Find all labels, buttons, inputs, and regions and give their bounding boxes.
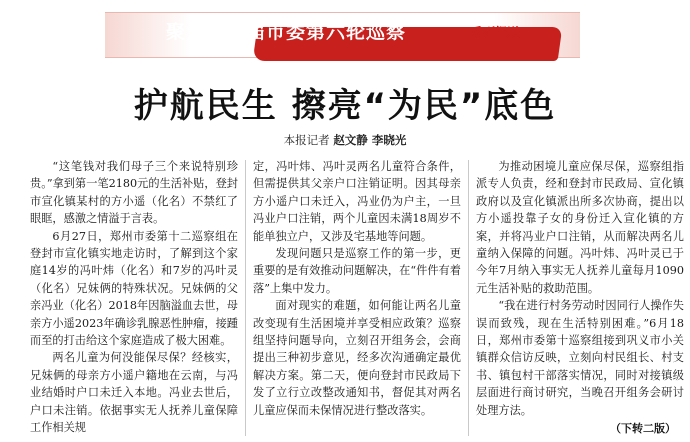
- continued-note: （下转二版）: [606, 420, 676, 436]
- paragraph: 两名儿童为何没能保尽保？经核实，兄妹俩的母亲方小遥户籍地在云南，与冯业结婚时户口未迁入本地。冯业去世后，户口未注销。依据事实无人抚养儿童保障工作相关规: [30, 351, 238, 435]
- column-divider: [245, 160, 246, 436]
- banner-title: 聚焦十二届市委第六轮巡察: [166, 21, 407, 43]
- paragraph: “我在进行村务劳动时因同行人操作失误而致残，现在生活特别困难。”6月18日，郑州市委第十巡察组接到巩义市小关镇群众信访反映，立刻向村民组长、村支书、镇包村干部落实情况，同时对接镇级层面进行商讨研究，当晚召开组务会研讨处理方法。: [476, 299, 684, 417]
- article-headline: 护航民生 擦亮“为民”底色: [133, 86, 557, 126]
- byline-names: 赵文静 李晓光: [333, 133, 407, 147]
- byline: [0, 132, 690, 148]
- paragraph: 发现问题只是巡察工作的第一步，更重要的是有效推动问题解决，在“件件有着落”上集中发力。: [253, 247, 461, 295]
- series-report-tag: 系列报道: [470, 25, 521, 40]
- column-divider: [468, 160, 469, 436]
- paragraph: 面对现实的难题，如何能让两名儿童改变现有生活困境并享受相应政策？巡察组坚持问题导向，立刻召开组务会，会商提出三种初步意见，经多次沟通确定最优解决方案。第二天，便向登封市民政局下发了立行立改整改通知书，督促其对两名儿童应保而未保情况进行整改落实。: [253, 299, 461, 417]
- paragraph: “这笔钱对我们母子三个来说特别珍贵。”拿到第一笔2180元的生活补贴，登封市宣化镇某村的方小遥（化名）不禁红了眼眶，感激之情溢于言表。: [30, 160, 238, 226]
- paragraph: 为推动困境儿童应保尽保，巡察组指派专人负责，经和登封市民政局、宣化镇政府以及宣化镇派出所多次协商，提出以方小遥投靠子女的身份迁入宣化镇的方案，并将冯业户口注销，从而解决两名儿童纳入保障的问题。冯叶炜、冯叶灵已于今年7月纳入事实无人抚养儿童每月1090元生活补贴的救助范围。: [476, 160, 684, 295]
- article-column-3: [476, 158, 684, 438]
- paragraph: 定，冯叶炜、冯叶灵两名儿童符合条件，但需提供其父亲户口注销证明。因其母亲方小遥户口未迁入，冯业仍为户主，一旦冯业户口注销，两个儿童因未满18周岁不能单独立户，又涉及宅基地等问题。: [253, 160, 461, 243]
- paragraph: 6月27日，郑州市委第十二巡察组在登封市宣化镇实地走访时，了解到这个家庭14岁的冯叶炜（化名）和7岁的冯叶灵（化名）兄妹俩的特殊状况。兄妹俩的父亲冯业（化名）2018年因脑溢血去世，母亲方小遥2023年确诊乳腺恶性肿瘤，接踵而至的打击给这个家庭造成了极大困难。: [30, 229, 238, 348]
- byline-prefix: 本报记者: [283, 133, 330, 147]
- article-column-2: [253, 158, 461, 438]
- article-column-1: [30, 158, 238, 438]
